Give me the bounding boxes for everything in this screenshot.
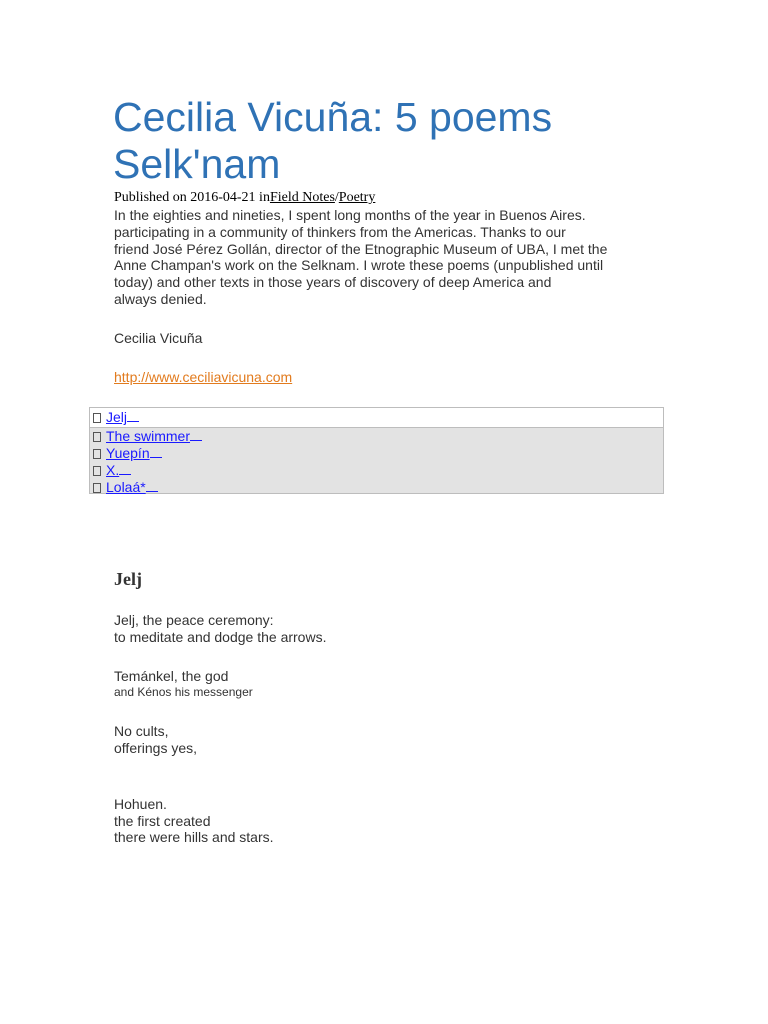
poem-line: the first created	[114, 812, 211, 829]
category-separator: /	[334, 190, 339, 205]
toc-item-the-swimmer[interactable]	[90, 428, 663, 445]
intro-line: participating in a community of thinkers from the Americas. Thanks to our	[114, 223, 566, 240]
intro-paragraph	[114, 207, 654, 308]
poem-line: offerings yes,	[114, 739, 198, 756]
checkbox-icon	[93, 413, 101, 423]
article-title: Cecilia Vicuña: 5 poems Selk'nam	[113, 94, 553, 187]
toc-item-jelj[interactable]	[90, 408, 663, 428]
toc-link-label: X.	[106, 462, 120, 478]
intro-line: today) and other texts in those years of discovery of deep America and	[114, 274, 552, 291]
poem-stanza	[114, 723, 197, 756]
poem-stanza	[114, 612, 326, 645]
poem-line: No cults,	[114, 723, 169, 739]
poem-line: Jelj, the peace ceremony:	[114, 612, 274, 628]
link-underline-trail	[150, 445, 162, 458]
poem-line-small: and Kénos his messenger	[114, 684, 253, 699]
intro-line: Anne Champan's work on the Selknam. I wrote these poems (unpublished until	[114, 257, 604, 274]
poem-line: Hohuen.	[114, 796, 167, 812]
toc-link[interactable]	[106, 409, 139, 425]
toc-link-label: The swimmer	[106, 428, 191, 444]
link-underline-trail	[190, 428, 202, 441]
poem-heading: Jelj	[114, 569, 142, 589]
checkbox-icon	[93, 432, 101, 442]
author-website-link[interactable]: http://www.ceciliavicuna.com	[114, 369, 293, 385]
poem-line: to meditate and dodge the arrows.	[114, 628, 327, 645]
category-link-poetry[interactable]: Poetry	[338, 190, 376, 205]
toc-link[interactable]	[106, 445, 162, 461]
toc-link-label: Jelj	[106, 409, 128, 425]
toc-item-lolaa[interactable]	[90, 479, 663, 496]
author-name: Cecilia Vicuña	[114, 330, 203, 346]
checkbox-icon	[93, 449, 101, 459]
toc-link[interactable]	[106, 479, 158, 495]
published-date: Published on 2016-04-21 in	[114, 190, 270, 205]
table-of-contents	[89, 407, 664, 494]
toc-item-yuepin[interactable]	[90, 445, 663, 462]
link-underline-trail	[119, 462, 131, 475]
toc-link[interactable]	[106, 462, 131, 478]
intro-line: always denied.	[114, 290, 207, 307]
poem-line: Temánkel, the god	[114, 668, 229, 684]
poem-stanza	[114, 668, 253, 700]
intro-line: In the eighties and nineties, I spent long months of the year in Buenos Aires.	[114, 207, 586, 223]
poem-stanza	[114, 796, 274, 846]
toc-link[interactable]	[106, 428, 202, 444]
toc-link-label: Lolaá*	[106, 479, 146, 495]
checkbox-icon	[93, 466, 101, 476]
category-link-field-notes[interactable]: Field Notes	[269, 190, 335, 205]
poem-line: there were hills and stars.	[114, 829, 274, 845]
toc-item-x[interactable]	[90, 462, 663, 479]
link-underline-trail	[146, 479, 158, 492]
checkbox-icon	[93, 483, 101, 493]
toc-link-label: Yuepín	[106, 445, 150, 461]
intro-line: friend José Pérez Gollán, director of the Etnographic Museum of UBA, I met the	[114, 240, 608, 257]
link-underline-trail	[127, 409, 139, 422]
publish-info	[114, 190, 375, 206]
